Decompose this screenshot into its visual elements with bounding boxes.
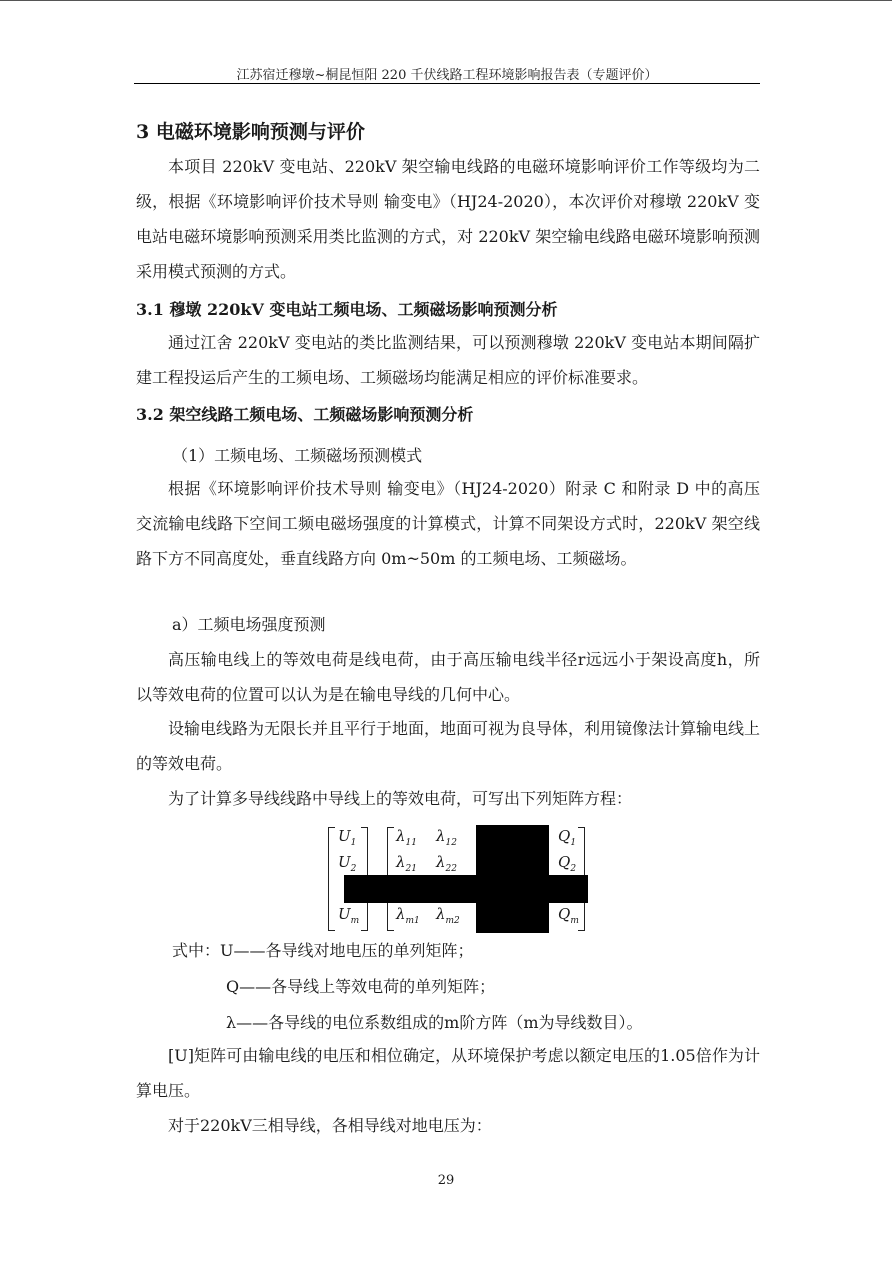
matrix-element: $\lambda_{21}$ (396, 853, 417, 874)
model-paragraph: 根据《环境影响评价技术导则 输变电》（HJ24-2020）附录 C 和附录 D 中的高压交流输电线路下空间工频电磁场强度的计算模式，计算不同架设方式时，220kV 架空线路下方不同高度处，垂直线路方向 0m~50m 的工频电场、工频磁场。 (136, 479, 760, 568)
matrix-element: $U_1$ (338, 827, 357, 848)
redaction-block-horizontal (344, 875, 588, 903)
section-3-heading: 3 电磁环境影响预测与评价 (136, 121, 365, 143)
equivalent-charge-paragraph: 高压输电线上的等效电荷是线电荷，由于高压输电线半径r远远小于架设高度h，所以等效电荷的位置可以认为是在输电导线的几何中心。 (136, 650, 760, 704)
subsection-1-title: （1）工频电场、工频磁场预测模式 (172, 446, 423, 465)
image-method-paragraph: 设输电线路为无限长并且平行于地面，地面可视为良导体，利用镜像法计算输电线上的等效电荷。 (136, 719, 761, 773)
subsection-a-title: a）工频电场强度预测 (172, 615, 326, 634)
matrix-element: $Q_1$ (558, 827, 577, 848)
u-left-bracket (328, 827, 335, 931)
matrix-element: $U_2$ (338, 853, 357, 874)
page-top-border (0, 0, 892, 1)
section-3-1-heading: 3.1 穆墩 220kV 变电站工频电场、工频磁场影响预测分析 (136, 300, 558, 319)
matrix-intro-paragraph: 为了计算多导线线路中导线上的等效电荷，可写出下列矩阵方程： (168, 789, 633, 808)
matrix-element: $\lambda_{12}$ (436, 827, 457, 848)
section-3-2-heading: 3.2 架空线路工频电场、工频磁场影响预测分析 (136, 405, 474, 424)
matrix-element: $Q_m$ (558, 905, 579, 926)
page-number: 29 (437, 1173, 455, 1188)
header-rule (134, 83, 760, 84)
matrix-element: $\lambda_{22}$ (436, 853, 457, 874)
matrix-element: $\lambda_{m1}$ (396, 905, 420, 926)
definition-u: 式中：U——各导线对地电压的单列矩阵； (172, 941, 474, 960)
matrix-equation (326, 823, 590, 933)
three-phase-paragraph: 对于220kV三相导线，各相导线对地电压为： (168, 1116, 492, 1135)
matrix-element: $U_m$ (338, 905, 360, 926)
section-3-intro: 本项目 220kV 变电站、220kV 架空输电线路的电磁环境影响评价工作等级均为二级，根据《环境影响评价技术导则 输变电》（HJ24-2020），本次评价对穆墩 220kV 变电站电磁环境影响预测采用类比监测的方式，对 220kV 架空输电线路电磁环境影响预测采用模式预测的方式。 (136, 157, 760, 281)
section-3-1-paragraph: 通过江舍 220kV 变电站的类比监测结果，可以预测穆墩 220kV 变电站本期间隔扩建工程投运后产生的工频电场、工频磁场均能满足相应的评价标准要求。 (136, 333, 760, 387)
definition-lambda: λ——各导线的电位系数组成的m阶方阵（m为导线数目）。 (226, 1013, 643, 1032)
matrix-element: $\lambda_{m2}$ (436, 905, 460, 926)
definition-q: Q——各导线上等效电荷的单列矩阵； (226, 977, 496, 996)
page-header-title: 江苏宿迁穆墩~桐昆恒阳 220 千伏线路工程环境影响报告表（专题评价） (236, 68, 658, 83)
voltage-matrix-paragraph: [U]矩阵可由输电线的电压和相位确定，从环境保护考虑以额定电压的1.05倍作为计算电压。 (136, 1046, 760, 1100)
matrix-element: $\lambda_{11}$ (396, 827, 417, 848)
matrix-element: $Q_2$ (558, 853, 577, 874)
